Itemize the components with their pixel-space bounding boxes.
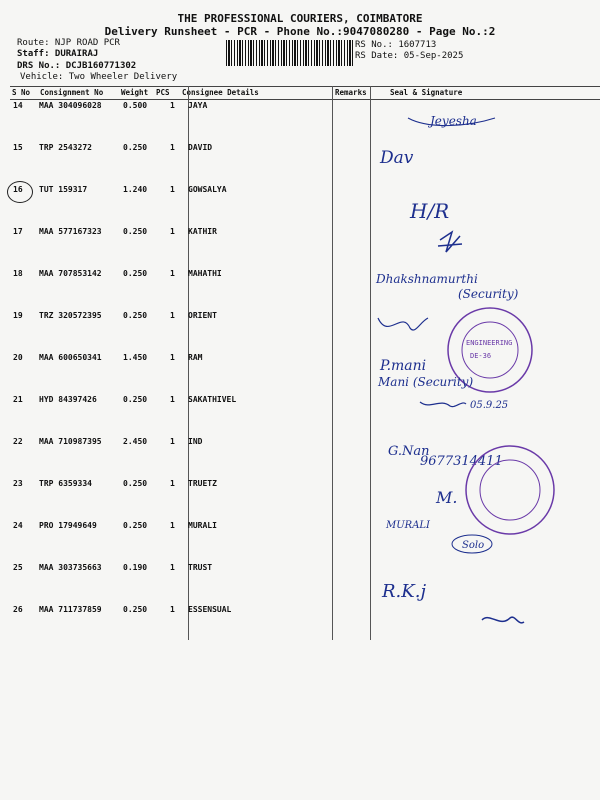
cell-weight: 1.240 (123, 185, 148, 194)
cell-consignment: HYD 84397426 (39, 395, 97, 404)
cell-name: GOWSALYA (188, 185, 227, 194)
cell-name: SAKATHIVEL (188, 395, 237, 404)
cell-consignment: MAA 577167323 (39, 227, 102, 236)
company-title: THE PROFESSIONAL COURIERS, COIMBATORE (177, 12, 423, 25)
cell-weight: 2.450 (123, 437, 148, 446)
signature-row-17 (438, 232, 462, 252)
cell-weight: 0.250 (123, 395, 148, 404)
cell-name: ORIENT (188, 311, 217, 320)
cell-consignment: TRP 2543272 (39, 143, 92, 152)
cell-pcs: 1 (170, 269, 175, 278)
signature-row-22-phone: 9677314411 (420, 454, 503, 469)
cell-consignment: TUT 159317 (39, 185, 88, 194)
cell-sno: 22 (13, 437, 23, 446)
col-weight: Weight (121, 88, 149, 97)
signature-row-14: Jeyesha (430, 114, 477, 128)
col-sno: S No (12, 88, 31, 97)
cell-weight: 0.250 (123, 143, 148, 152)
cell-sno: 25 (13, 563, 23, 572)
signature-row-20: P.mani (380, 358, 427, 374)
cell-pcs: 1 (170, 143, 175, 152)
cell-sno: 14 (13, 101, 23, 110)
signature-row-26 (482, 617, 524, 623)
cell-name: IND (188, 437, 203, 446)
cell-name: MURALI (188, 521, 217, 530)
cell-name: JAYA (188, 101, 208, 110)
cell-pcs: 1 (170, 185, 175, 194)
cell-name: MAHATHI (188, 269, 222, 278)
cell-weight: 0.250 (123, 521, 148, 530)
cell-name: RAM (188, 353, 203, 362)
cell-weight: 0.500 (123, 101, 148, 110)
col-seal: Seal & Signature (390, 88, 463, 97)
cell-weight: 0.250 (123, 227, 148, 236)
cell-name: ESSENSUAL (188, 605, 232, 614)
staff-label: Staff: DURAIRAJ (17, 49, 99, 59)
drs-number: DRS No.: DCJB160771302 (17, 61, 137, 71)
signature-row-22: G.Nan (388, 444, 430, 459)
signature-row-18-security: (Security) (458, 287, 519, 301)
cell-consignment: MAA 710987395 (39, 437, 102, 446)
cell-pcs: 1 (170, 563, 175, 572)
cell-pcs: 1 (170, 479, 175, 488)
cell-sno: 18 (13, 269, 23, 278)
cell-consignment: TRP 6359334 (39, 479, 92, 488)
runsheet-subtitle: Delivery Runsheet - PCR - Phone No.:9047080280 - Page No.:2 (104, 25, 496, 38)
cell-pcs: 1 (170, 437, 175, 446)
cell-pcs: 1 (170, 101, 175, 110)
cell-weight: 1.450 (123, 353, 148, 362)
rs-number: RS No.: 1607713 (355, 40, 437, 50)
cell-pcs: 1 (170, 521, 175, 530)
cell-consignment: MAA 303735663 (39, 563, 102, 572)
cell-weight: 0.250 (123, 605, 148, 614)
signature-row-24-seal: Solo (462, 540, 485, 551)
signature-row-23: M. (436, 488, 458, 507)
cell-name: TRUST (188, 563, 213, 572)
signature-row-15: Dav (380, 148, 414, 168)
cell-consignment: MAA 711737859 (39, 605, 102, 614)
col-remarks: Remarks (335, 88, 367, 97)
cell-consignment: MAA 707853142 (39, 269, 102, 278)
cell-sno: 15 (13, 143, 23, 152)
cell-sno: 26 (13, 605, 23, 614)
cell-pcs: 1 (170, 353, 175, 362)
cell-weight: 0.250 (123, 311, 148, 320)
cell-weight: 0.250 (123, 479, 148, 488)
signature-row-21: 05.9.25 (470, 400, 509, 411)
company-stamp-2 (466, 446, 554, 534)
col-consignee: Consignee Details (182, 88, 259, 97)
signature-row-18: Dhakshnamurthi (376, 272, 478, 286)
cell-weight: 0.250 (123, 269, 148, 278)
cell-consignment: MAA 600650341 (39, 353, 102, 362)
cell-sno: 17 (13, 227, 23, 236)
cell-pcs: 1 (170, 227, 175, 236)
svg-text:ENGINEERING: ENGINEERING (466, 339, 513, 347)
signature-row-24: MURALI (386, 520, 431, 531)
cell-sno: 21 (13, 395, 23, 404)
signature-row-20-security: Mani (Security) (378, 375, 474, 389)
cell-pcs: 1 (170, 311, 175, 320)
signature-row-19 (378, 318, 428, 330)
col-pcs: PCS (156, 88, 170, 97)
cell-pcs: 1 (170, 605, 175, 614)
signature-row-16: H/R (410, 199, 450, 223)
cell-consignment: TRZ 320572395 (39, 311, 102, 320)
cell-pcs: 1 (170, 395, 175, 404)
cell-weight: 0.190 (123, 563, 148, 572)
cell-name: TRUETZ (188, 479, 217, 488)
signature-stroke (420, 402, 466, 407)
cell-sno: 16 (13, 185, 23, 194)
cell-sno: 19 (13, 311, 23, 320)
cell-consignment: PRO 17949649 (39, 521, 97, 530)
route-label: Route: NJP ROAD PCR (17, 38, 120, 48)
svg-text:DE-36: DE-36 (470, 352, 492, 360)
cell-sno: 20 (13, 353, 23, 362)
rs-date: RS Date: 05-Sep-2025 (355, 51, 464, 61)
col-consignment: Consignment No (40, 88, 104, 97)
signature-row-25: R.K.j (382, 581, 427, 602)
cell-sno: 24 (13, 521, 23, 530)
cell-name: KATHIR (188, 227, 217, 236)
cell-sno: 23 (13, 479, 23, 488)
vehicle-label: Vehicle: Two Wheeler Delivery (20, 72, 178, 82)
cell-consignment: MAA 304096028 (39, 101, 102, 110)
cell-name: DAVID (188, 143, 213, 152)
